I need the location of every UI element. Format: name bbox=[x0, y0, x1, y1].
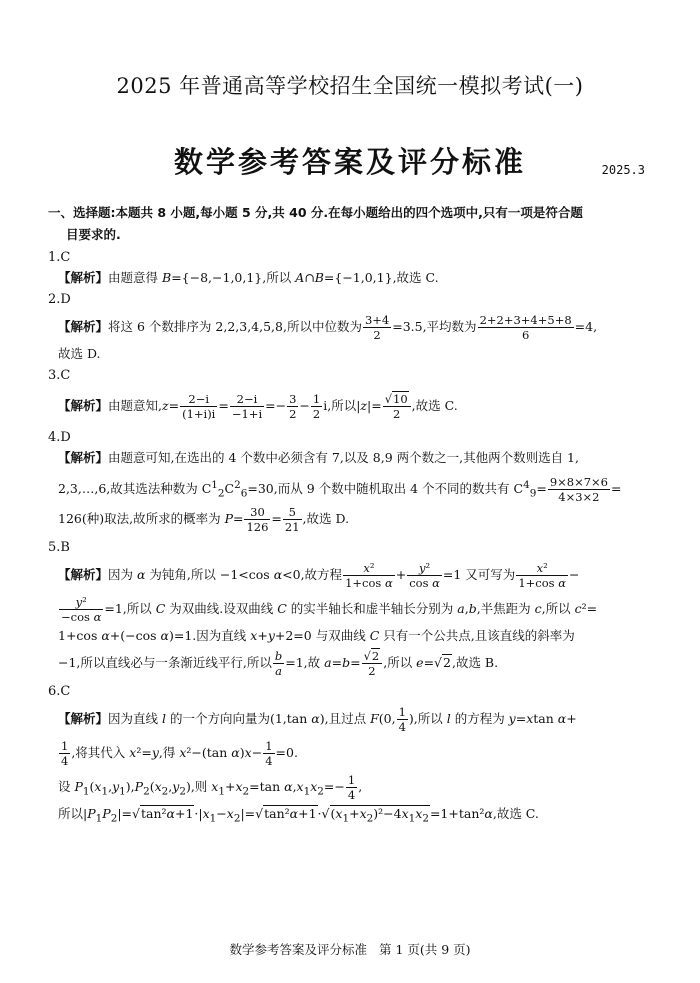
analysis-tag: 【解析】 bbox=[58, 398, 109, 413]
question-5-answer: 5.B bbox=[48, 540, 70, 555]
document-title: 数学参考答案及评分标准 bbox=[173, 145, 526, 179]
question-2-explanation: 【解析】将这 6 个数排序为 2,2,3,4,5,8,所以中位数为 $\frac{3+4}{2}$ =3.5,平均数为 $\frac{2+2+3+4+5+8}{6}$ =4, 故选 D. bbox=[58, 313, 598, 361]
question-2-answer: 2.D bbox=[48, 292, 71, 307]
question-3-answer: 3.C bbox=[48, 368, 71, 383]
page-footer bbox=[0, 940, 700, 958]
question-5-explanation: 【解析】因为 α 为钝角,所以 −1<cos α<0,故方程 $\frac{\text{x²}}{\text{1+cos α}}$ + $\frac{\text{y²}}{\text{cos α}}$ =1 又可写为 $\frac{\text{x²}}{\text{1+cos α}}$ − $\frac{\text{y²}}{\text{−cos α}}$ =1,所以 C 为双曲线.设双曲线 C 的实半轴长和虚半轴长分别为 a,b,半焦距为 c,所以 c²= 1+cos α+(−cos α)=1.因为直线 x+y+2=0 与双曲线 C 只有一个公共点,且该直线的斜率为 −1,所以直线必与一条渐近线平行,所以 $\frac{b}{a}$ =1,故 a=b= $\frac{√2}{2}$ ,所以 e=√2,故选 B. bbox=[58, 561, 598, 678]
question-4-answer: 4.D bbox=[48, 430, 71, 445]
document-date: 2025.3 bbox=[601, 163, 645, 177]
exam-title: 2025 年普通高等学校招生全国统一模拟考试(一) bbox=[116, 74, 584, 98]
footer-title: 数学参考答案及评分标准 bbox=[229, 942, 367, 957]
analysis-tag: 【解析】 bbox=[58, 319, 109, 334]
analysis-tag: 【解析】 bbox=[58, 711, 109, 726]
footer-page-number: 第 1 页(共 9 页) bbox=[378, 942, 471, 957]
question-6-answer: 6.C bbox=[48, 684, 71, 699]
question-3-explanation: 【解析】由题意知,z= $\frac{2-i}{(1+i)i}$ = $\frac{2-i}{-1+i}$ =− $\frac{3}{2}$ − $\frac{1}{2}$ i,所以|z|= $\frac{√10}{2}$ ,故选 C. bbox=[58, 392, 458, 421]
section-heading bbox=[48, 202, 653, 246]
question-1-explanation: 【解析】由题意得 B={−8,−1,0,1},所以 A∩B={−1,0,1},故选 C. bbox=[58, 270, 439, 285]
analysis-tag: 【解析】 bbox=[58, 270, 109, 285]
question-6-explanation: 【解析】因为直线 l 的一个方向向量为(1,tan α),且过点 F(0, $\frac{1}{4}$ ),所以 l 的方程为 y=xtan α+ $\frac{1}{4}$ ,将其代入 x²=y,得 x²−(tan α)x− $\frac{1}{4}$ =0. 设 $P_1(x_1,y_1),P_2(x_2,y_2)$,则 $x_1+x_2=\tan$ $\alpha,x_1x_2=-$ $\frac{1}{4}$ , 所以$|P_1P_2|=√\tan^2\alpha+1\cdot|x_1-x_2|=√\tan^2\alpha+1\cdot√(x_1+x_2)^2-4x_1x_2=1+\tan^2\alpha$,故选 C. bbox=[58, 705, 577, 825]
answer-content bbox=[48, 202, 653, 831]
analysis-tag: 【解析】 bbox=[58, 450, 109, 465]
section-heading-line-2: 目要求的. bbox=[66, 227, 121, 242]
question-4-explanation: 【解析】由题意可知,在选出的 4 个数中必须含有 7,以及 8,9 两个数之一,其他两个数则选自 1, 2,3,…,6,故其选法种数为 $C^1_2C^2_6=30$,而从 9 个数中随机取出 4 个不同的数共有 $C^4_9=$ $\frac{9\times 8\times 7\times 6}{4\times 3\times 2}$ = 126(种)取法,故所求的概率为 P= $\frac{30}{126}$ = $\frac{5}{21}$ ,故选 D. bbox=[58, 450, 622, 534]
question-1-answer: 1.C bbox=[48, 250, 71, 265]
analysis-tag: 【解析】 bbox=[58, 567, 109, 582]
section-heading-line-1: 一、选择题:本题共 8 小题,每小题 5 分,共 40 分.在每小题给出的四个选项中,只有一项是符合题 bbox=[48, 205, 583, 220]
